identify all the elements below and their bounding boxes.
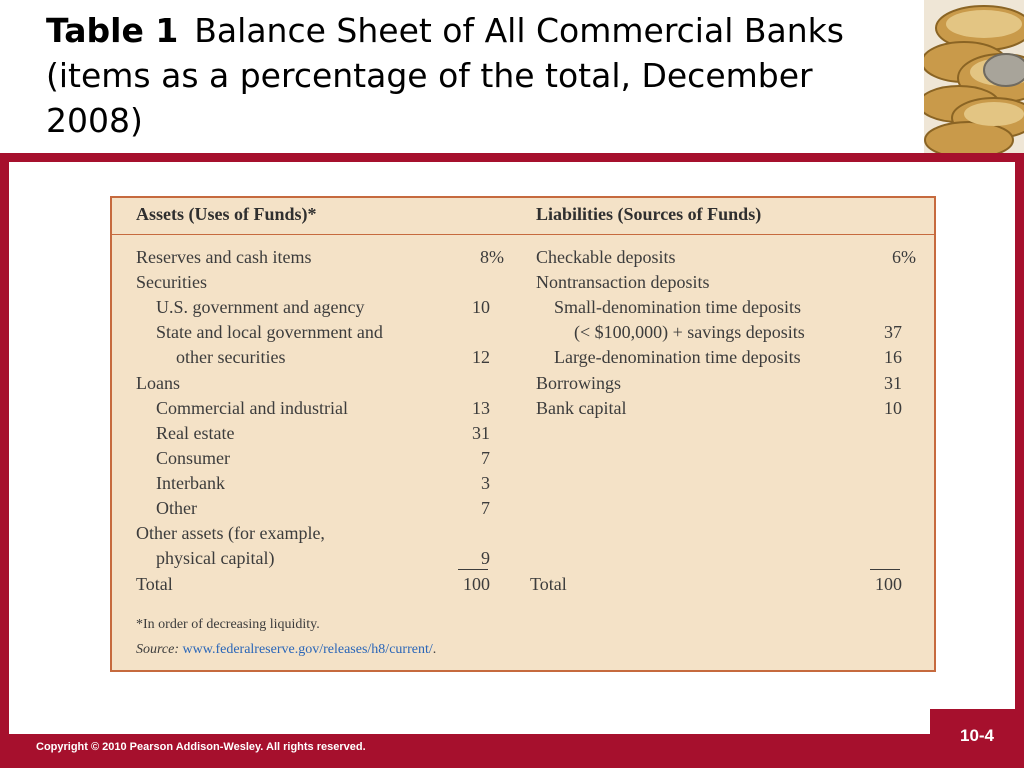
assets-total-label: Total: [136, 574, 173, 594]
assets-row-label: Consumer: [156, 447, 230, 468]
assets-header: Assets (Uses of Funds)*: [136, 204, 317, 224]
assets-row-value: 10: [472, 297, 490, 318]
assets-row-label: Other: [156, 498, 197, 518]
liabilities-row-label: Small-denomination time deposits: [554, 297, 801, 318]
liabilities-row-label: Bank capital: [536, 397, 627, 418]
assets-row-label: Commercial and industrial: [156, 397, 348, 418]
liabilities-header: Liabilities (Sources of Funds): [536, 204, 762, 224]
assets-row-value: 12: [472, 347, 490, 368]
assets-total-underline: [458, 569, 488, 570]
footnote: *In order of decreasing liquidity.: [136, 617, 320, 632]
slide-number: 10-4: [959, 726, 995, 745]
balance-sheet-table: [110, 196, 936, 672]
source-link[interactable]: www.federalreserve.gov/releases/h8/current/: [182, 642, 433, 657]
liabilities-row-value: [840, 295, 902, 320]
assets-total-value: 100: [463, 574, 490, 594]
coins-image: [924, 0, 1024, 153]
liabilities-row-value: [840, 270, 902, 295]
assets-row-label: Loans: [136, 372, 180, 393]
source-line: [136, 641, 436, 659]
table-caption: Balance Sheet of All Commercial Banks (items as a percentage of the total, December 2008): [46, 11, 844, 140]
assets-row-value: [428, 270, 490, 295]
liabilities-row-label: Nontransaction deposits: [536, 272, 710, 293]
assets-row-label: Interbank: [156, 472, 225, 493]
liabilities-row-label: Borrowings: [536, 372, 621, 393]
liabilities-row-value: 6%: [892, 247, 916, 267]
liabilities-row-value: 31: [884, 372, 902, 393]
assets-row-value: 31: [472, 422, 490, 443]
assets-row-value: 3: [481, 472, 490, 493]
assets-row-label: Reserves and cash items: [136, 247, 312, 267]
assets-row-value: [428, 521, 490, 546]
assets-row-value: 7: [481, 447, 490, 468]
liabilities-total-value: 100: [875, 574, 902, 594]
liabilities-row-value: 10: [884, 397, 902, 418]
assets-row-label: Real estate: [156, 422, 235, 443]
assets-row-value: 7: [481, 498, 490, 518]
slide-title: [46, 8, 906, 143]
header-divider: [112, 234, 934, 235]
assets-row-label: other securities: [176, 347, 286, 368]
liabilities-row-label: Large-denomination time deposits: [554, 347, 801, 368]
copyright-notice: Copyright © 2010 Pearson Addison-Wesley. All rights reserved.: [36, 741, 366, 753]
assets-row-label: Securities: [136, 272, 207, 293]
table-number: Table 1: [46, 11, 179, 50]
assets-row-value: 8%: [480, 247, 504, 267]
assets-row-label: U.S. government and agency: [156, 297, 365, 318]
assets-row-label: State and local government and: [156, 322, 383, 343]
assets-row-label: physical capital): [156, 548, 275, 569]
source-end: .: [432, 642, 437, 657]
liabilities-total-label: Total: [530, 574, 567, 594]
slide-number-box: [930, 709, 1024, 768]
assets-row-value: [428, 371, 490, 396]
assets-row-value: 9: [481, 548, 490, 569]
assets-row-value: 13: [472, 397, 490, 418]
liabilities-row-value: 16: [884, 347, 902, 368]
liabilities-row-value: 37: [884, 322, 902, 343]
source-label: Source:: [136, 642, 180, 657]
liabilities-total-underline: [870, 569, 900, 570]
assets-row-label: Other assets (for example,: [136, 523, 325, 544]
assets-row-value: [428, 320, 490, 345]
liabilities-row-label: Checkable deposits: [536, 247, 676, 267]
liabilities-row-label: (< $100,000) + savings deposits: [574, 322, 805, 343]
